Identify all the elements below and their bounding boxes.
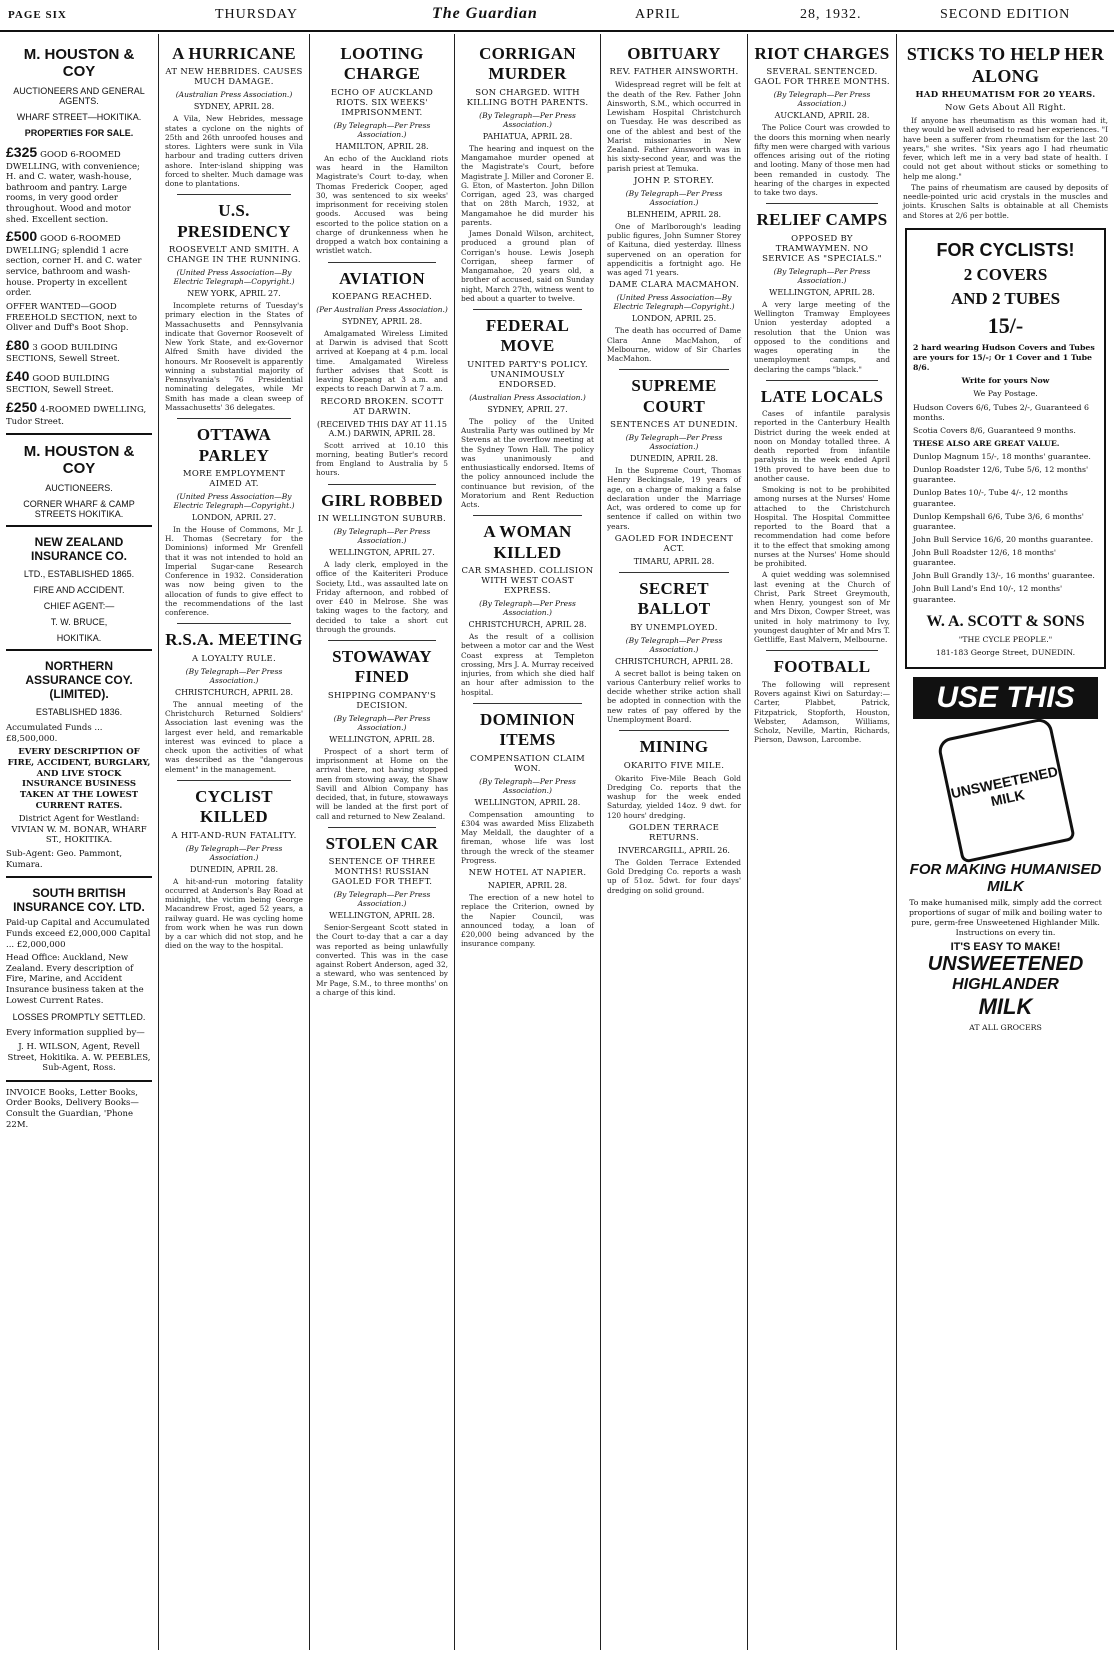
- divider: [6, 1080, 152, 1082]
- property-text: GOOD 6-ROOMED DWELLING, with convenience; H. and C. water, wash-house, bathroom and pantry. Large rooms, in very good order throughout. Wood and motor shed. Excellent section.: [6, 150, 140, 225]
- article-body: One of Marlborough's leading public figures, John Sumner Storey of Kaituna, died yesterday. Illness supervened on an operation for appendicitis a fortnight ago. He was aged 71 years.: [607, 221, 741, 278]
- article-body: An echo of the Auckland riots was heard in the Hamilton Magistrate's Court to-day, when Thomas Frederick Cooper, aged 30, was sentenced to six weeks' imprisonment for receiving stolen goods. Accused was being escorted to the police station on a charge of drunkenness when he dropped a watch box containing a wristlet watch.: [316, 153, 448, 256]
- article-body: As the result of a collision between a motor car and the West Coast express at Templeton crossing, Mrs J. A. Murray received injuries, from which she died half an hour after admission to the hospital.: [461, 632, 595, 697]
- milk-can-label: UNSWEETENED MILK: [948, 762, 1059, 810]
- article-body: A lady clerk, employed in the office of the Kaiteriteri Produce Society, Ltd., was assaulted late on Friday afternoon, and robbed of over £40 in Melrose. She was taking wages to the factory, and decided to take a short cut through the grounds.: [316, 560, 448, 634]
- masthead-day: THURSDAY: [215, 7, 298, 22]
- cyclists-ad-postage: We Pay Postage.: [973, 389, 1038, 399]
- subhead: SENTENCES AT DUNEDIN.: [610, 420, 738, 431]
- headline-looting-charge: LOOTING CHARGE: [340, 44, 424, 84]
- cyclists-ad-item: Dunlop Bates 10/-, Tube 4/-, 12 months guarantee.: [913, 488, 1068, 508]
- nzi-agent-label: CHIEF AGENT:—: [43, 601, 115, 612]
- article-body: Incomplete returns of Tuesday's primary election in the States of Massachusetts and Pennsylvania indicate that Governor Roosevelt of New York State, and ex-Governor Alfred Smith have divided the honours. Mr Roosevelt is apparently winning a substantial majority of Pennsylvania's 76 Presidential nominating delegates, while Mr Smith has made a clean sweep of Massachusetts' 36 delegates.: [165, 301, 303, 412]
- article-body: If anyone has rheumatism as this woman had it, they would be well advised to read her experiences. "I have been a sufferer from rheumatism for the last 20 years," she writes. "Six years ago I had rheumatic fever, which left me in a very bad state of health. I could not get about without sticks or something to help me along.": [903, 116, 1108, 181]
- northern-assurance-desc: EVERY DESCRIPTION OF FIRE, ACCIDENT, BURGLARY, AND LIVE STOCK INSURANCE BUSINESS TAKEN AT THE LOWEST CURRENT RATES.: [7, 747, 151, 811]
- press-credit: (Australian Press Association.): [469, 392, 586, 402]
- dateline: HAMILTON, APRIL 28.: [335, 141, 429, 151]
- press-credit: (By Telegraph—Per Press Association.): [479, 110, 576, 129]
- dateline: SYDNEY, APRIL 28.: [341, 316, 423, 326]
- dateline: AUCKLAND, APRIL 28.: [774, 111, 870, 121]
- cyclists-ad-item: Dunlop Magnum 15/-, 18 months' guarantee.: [913, 452, 1091, 462]
- dateline: NEW YORK, APRIL 27.: [187, 289, 281, 299]
- press-credit: (United Press Association—By Electric Telegraph—Copyright.): [173, 491, 295, 510]
- headline-obituary: OBITUARY: [627, 44, 721, 63]
- northern-assurance-subagent: Sub-Agent: Geo. Pammont, Kumara.: [6, 849, 123, 870]
- subhead: JOHN P. STOREY.: [633, 175, 715, 186]
- cyclists-ad-item: John Bull Roadster 12/6, 18 months' guarantee.: [913, 548, 1056, 568]
- divider: [177, 623, 291, 624]
- column-news-6: [747, 34, 896, 1650]
- press-credit: (By Telegraph—Per Press Association.): [625, 635, 723, 654]
- headline-us-presidency: U.S. PRESIDENCY: [177, 201, 291, 241]
- masthead-paper-title: The Guardian: [432, 5, 538, 22]
- dateline: BLENHEIM, APRIL 28.: [626, 209, 722, 219]
- page-number: PAGE SIX: [8, 9, 67, 21]
- property-text: 4-ROOMED DWELLING, Tudor Street.: [6, 405, 147, 427]
- cyclists-ad-item: John Bull Land's End 10/-, 12 months' guarantee.: [913, 584, 1063, 604]
- property-price: £250: [6, 399, 38, 415]
- subhead: IN WELLINGTON SUBURB.: [317, 514, 447, 525]
- article-body: Compensation amounting to £304 was awarded Miss Elizabeth May Meldall, the daughter of a fireman, whose life was lost through the wreck of the steamer Progress.: [461, 809, 594, 865]
- article-body: The Golden Terrace Extended Gold Dredging Co. reports a wash up of 51oz. 5dwt. for four days' dredging on solid ground.: [607, 857, 741, 895]
- cyclists-ad-item: Hudson Covers 6/6, Tubes 2/-, Guaranteed 6 months.: [913, 402, 1089, 422]
- subhead: DAME CLARA MACMAHON.: [608, 280, 740, 291]
- headline-rsa-meeting: R.S.A. MEETING: [165, 630, 303, 650]
- dateline: DUNEDIN, APRIL 28.: [189, 864, 279, 874]
- subhead: KOEPANG REACHED.: [331, 291, 433, 302]
- dateline: WELLINGTON, APRIL 28.: [329, 734, 435, 744]
- subhead: COMPENSATION CLAIM WON.: [470, 753, 585, 774]
- property-listing: [6, 228, 152, 299]
- cyclists-ad-item: John Bull Service 16/6, 20 months guarantee.: [913, 534, 1094, 544]
- press-credit: (Australian Press Association.): [175, 90, 293, 100]
- article-body: The erection of a new hotel to replace the Criterion, owned by the Napier Council, was announced today, a loan of £20,000 being advanced by the insurance company.: [461, 893, 594, 949]
- south-british-capital: Paid-up Capital and Accumulated Funds exceed £2,000,000 Capital ... £2,000,000: [6, 918, 151, 950]
- article-body: James Donald Wilson, architect, produced a ground plan of Corrigan's house. Lewis Joseph Corrigan, sheep farmer of Mangamahoe, 20 years old, a brother of accused, said on Sunday night, March 27th, witness went to bed about a quarter to twelve.: [461, 229, 594, 303]
- dateline: SYDNEY, APRIL 27.: [487, 404, 568, 414]
- masthead-edition: SECOND EDITION: [940, 7, 1071, 22]
- south-british-losses: LOSSES PROMPTLY SETTLED.: [12, 1012, 146, 1023]
- dateline: PAHIATUA, APRIL 28.: [482, 131, 573, 141]
- cyclists-ad-item: Scotia Covers 8/6, Guaranteed 9 months.: [913, 425, 1076, 435]
- article-body: Widespread regret will be felt at the death of the Rev. Father John Ainsworth, S.M., which occurred in Lewisham Hospital Christchurch on Tuesday. He was described as one of the ablest and best of the Marist missionaries in New Zealand. Father Ainsworth was in his sixty-second year, and was the parish priest at Temuka.: [607, 80, 741, 173]
- cyclists-ad-item: Dunlop Kempshall 6/6, Tube 3/6, 6 months' guarantee.: [913, 511, 1084, 531]
- article-body: A very large meeting of the Wellington Tramway Employees Union yesterday adopted a resolution that the Union was opposed to the conditions and wages operating in the unemployment camps, and declaring the camps "black.": [754, 299, 890, 374]
- houston-ad-address: WHARF STREET—HOKITIKA.: [16, 112, 142, 122]
- south-british-title: SOUTH BRITISH INSURANCE COY. LTD.: [13, 886, 145, 915]
- nzi-title: NEW ZEALAND INSURANCE CO.: [30, 535, 127, 564]
- headline-cyclist-killed: CYCLIST KILLED: [195, 786, 273, 827]
- divider: [619, 730, 729, 731]
- subhead: AT NEW HEBRIDES. CAUSES MUCH DAMAGE.: [165, 67, 303, 88]
- column-news-5: [600, 34, 747, 1650]
- dateline: CHRISTCHURCH, APRIL 28.: [614, 656, 734, 666]
- cyclists-ad-line: 2 COVERS: [963, 264, 1048, 284]
- property-price: £80: [6, 336, 30, 353]
- article-body: Amalgamated Wireless Limited at Darwin is advised that Scott arrived at Koepang at 4 p.m. local time. Amalgamated Wireless further advises that Scott is leaving Koepang at 3 a.m. and expects to reach Darwin at 7 a.m.: [316, 328, 448, 394]
- headline-supreme-court: SUPREME COURT: [631, 376, 717, 416]
- headline-late-locals: LATE LOCALS: [760, 386, 884, 406]
- divider: [6, 525, 152, 527]
- column-news-3: [309, 34, 454, 1650]
- article-body: The following will represent Rovers against Kiwi on Saturday:—Carter, Plabbet, Patrick, Fitzpatrick, Stopforth, Houston, Webster, Adamson, Williams, Scholz, Neville, Martin, Richards, Pierson, Dawson, Larcombe.: [754, 679, 890, 745]
- property-text: GOOD BUILDING SECTION, Sewell Street.: [6, 373, 114, 396]
- properties-heading: PROPERTIES FOR SALE.: [24, 128, 134, 138]
- property-listing: [6, 337, 152, 365]
- subhead: A HIT-AND-RUN FATALITY.: [171, 830, 297, 841]
- houston-ad-sub: AUCTIONEERS AND GENERAL AGENTS.: [13, 86, 145, 106]
- subhead: HAD RHEUMATISM FOR 20 YEARS.: [915, 90, 1096, 101]
- headline-dominion-items: DOMINION ITEMS: [480, 709, 575, 750]
- headline-stowaway-fined: STOWAWAY FINED: [332, 647, 432, 687]
- column-news-4: [454, 34, 600, 1650]
- article-body: Scott arrived at 10.10 this morning, beating Butler's record from England to Australia by 5 hours.: [316, 440, 448, 478]
- press-credit: (By Telegraph—Per Press Association.): [773, 90, 871, 109]
- subhead: MORE EMPLOYMENT AIMED AT.: [182, 468, 286, 489]
- dateline: WELLINGTON, APRIL 28.: [769, 287, 875, 297]
- subhead: REV. FATHER AINSWORTH.: [609, 67, 739, 78]
- dateline: NAPIER, APRIL 28.: [487, 881, 568, 891]
- nzi-fire: FIRE AND ACCIDENT.: [33, 585, 125, 596]
- article-body: Okarito Five-Mile Beach Gold Dredging Co. reports that the washup for the week ended Saturday, yielded 14oz. 9 dwt. for 120 hours' dredging.: [607, 773, 741, 820]
- nzi-agent-name: T. W. BRUCE,: [50, 617, 108, 628]
- milk-ad-for-making: FOR MAKING HUMANISED MILK: [909, 860, 1102, 895]
- headline-relief-camps: RELIEF CAMPS: [756, 210, 888, 230]
- press-credit: (By Telegraph—Per Press Association.): [625, 433, 723, 452]
- article-body: Prospect of a short term of imprisonment at Home on the arrival there, not having stopped men from stowing away, the Shaw Savill and Albion Company has decided, that, in future, stowaways will be landed at the first port of call and returned to New Zealand.: [316, 746, 448, 821]
- property-text: OFFER WANTED—GOOD FREEHOLD SECTION, next to Oliver and Duff's Boot Shop.: [6, 301, 138, 334]
- masthead: [0, 0, 1114, 32]
- divider: [328, 262, 436, 263]
- article-body: The policy of the United Australia Party was outlined by Mr Stevens at the overflow meeting at the Sydney Town Hall. The policy was unanimously and enthusiastically endorsed. Items of the policy announced include the continuance but revision, of the Moratorium and Rent Reduction Acts.: [461, 416, 594, 510]
- article-body: The Police Court was crowded to the doors this morning when nearly fifty men were charged with various offences arising out of the rioting and looting. Many of those men had been remanded in custody. The hearing of the charges in expected to take two days.: [754, 123, 890, 198]
- masthead-date: 28, 1932.: [800, 7, 862, 22]
- headline-riot-charges: RIOT CHARGES: [754, 44, 890, 63]
- milk-ad-grocers: AT ALL GROCERS: [969, 1023, 1042, 1033]
- divider: [6, 433, 152, 435]
- article-body: A quiet wedding was solemnised last evening at the Church of Christ, Park Street Greymouth, when Henry, youngest son of Mr and Mrs Dixon, Cowper Street, was united in holy matrimony to Ivy, youngest daughter of Mr and Mrs T. Gettliffe, East Malvern, Melbourne.: [754, 570, 890, 645]
- cyclists-ad-write: Write for yours Now: [961, 376, 1050, 386]
- divider: [6, 876, 152, 878]
- divider: [328, 827, 436, 828]
- article-body: Smoking is not to be prohibited among nurses at the Nurses' Home attached to the Christchurch Hospital. The Hospital Committee reported to the Board that a recommendation had come before it to the effect that smoking among nurses at the Nurses' Home should be prohibited.: [754, 485, 890, 569]
- divider: [328, 484, 436, 485]
- article-body: The pains of rheumatism are caused by deposits of needle-pointed uric acid crystals in the muscles and joints. Kruschen Salts is obtainable at all Chemists and Stores at 2/6 per bottle.: [903, 182, 1108, 220]
- headline-federal-move: FEDERAL MOVE: [485, 316, 570, 356]
- dateline: WELLINGTON, APRIL 27.: [329, 548, 435, 558]
- press-credit: (By Telegraph—Per Press Association.): [333, 713, 431, 732]
- south-british-office: Head Office: Auckland, New Zealand. Every description of Fire, Marine, and Accident Insurance business taken at the Lowest Current Rates.: [6, 953, 144, 1006]
- milk-ad-brand: HIGHLANDER: [952, 976, 1059, 994]
- press-credit: (United Press Association—By Electric Telegraph—Copyright.): [613, 293, 735, 312]
- headline-stolen-car: STOLEN CAR: [325, 833, 439, 853]
- subhead: OPPOSED BY TRAMWAYMEN. NO SERVICE AS "SPECIALS.": [762, 233, 882, 264]
- column-ads-right: [896, 34, 1114, 1650]
- milk-can-icon: [936, 716, 1076, 863]
- property-text: GOOD 6-ROOMED DWELLING; splendid 1 acre section, corner H. and C. water service, bathroom and wash-house. Property in excellent order.: [6, 234, 142, 299]
- milk-ad-easy: IT'S EASY TO MAKE!: [950, 941, 1061, 954]
- milk-ad-use-this: USE THIS: [913, 677, 1098, 719]
- article-body: A Vila, New Hebrides, message states a cyclone on the nights of 25th and 26th unroofed houses and stores. Lighters were sunk in Vila harbour and trading cutters driven ashore. Inter-island shipping was forced to shelter. Much damage was done to plantations.: [165, 114, 303, 189]
- dateline: WELLINGTON, APRIL 28.: [329, 911, 435, 921]
- press-credit: (By Telegraph—Per Press Association.): [185, 843, 283, 862]
- property-price: £40: [6, 367, 30, 384]
- article-body: In the House of Commons, Mr J. H. Thomas (Secretary for the Dominions) informed Mr Grenfell that it was not intended to hold an Imperial Sugar-cane Research Conference in 1932. Consideration was now being given to the allocation of funds to give effect to the recommendations of the last conference.: [165, 524, 303, 618]
- south-british-agents: J. H. WILSON, Agent, Revell Street, Hokitika. A. W. PEEBLES, Sub-Agent, Ross.: [7, 1041, 151, 1074]
- article-body: In the Supreme Court, Thomas Henry Beckingsale, 19 years of age, on a charge of making a false declaration under the Marriage Act, was ordered to come up for sentence if called on within two years.: [607, 466, 741, 531]
- article-body: The annual meeting of the Christchurch Returned Soldiers' Association last evening was the largest ever held, and remarkable interest was evinced to place a check upon the activities of what was described as the "dangerous element" in the management.: [165, 699, 303, 774]
- property-listing: [6, 302, 152, 334]
- subhead: OKARITO FIVE MILE.: [623, 760, 725, 771]
- press-credit: (By Telegraph—Per Press Association.): [773, 266, 871, 285]
- press-credit: (By Telegraph—Per Press Association.): [625, 188, 723, 207]
- cyclists-ad-item: John Bull Grandly 13/-, 16 months' guarantee.: [913, 571, 1095, 581]
- dateline: LONDON, APRIL 27.: [191, 512, 277, 522]
- press-credit: (By Telegraph—Per Press Association.): [333, 120, 431, 139]
- subhead: SON CHARGED. WITH KILLING BOTH PARENTS.: [466, 87, 589, 108]
- cyclists-ad-line: AND 2 TUBES: [950, 288, 1061, 308]
- headline-hurricane: A HURRICANE: [172, 44, 296, 63]
- property-price: £325: [6, 144, 38, 160]
- headline-aviation: AVIATION: [339, 268, 425, 288]
- cyclists-ad-title: FOR CYCLISTS!: [936, 239, 1075, 260]
- press-credit: (By Telegraph—Per Press Association.): [333, 890, 431, 909]
- column-news-2: [158, 34, 309, 1650]
- northern-assurance-title: NORTHERN ASSURANCE COY. (LIMITED).: [25, 659, 133, 702]
- subhead: Now Gets About All Right.: [944, 103, 1067, 114]
- subhead: ROOSEVELT AND SMITH. A CHANGE IN THE RUNNING.: [167, 245, 301, 266]
- cyclists-ad-item: Dunlop Roadster 12/6, Tube 5/6, 12 months' guarantee.: [913, 465, 1089, 485]
- subhead: SEVERAL SENTENCED. GAOL FOR THREE MONTHS.: [754, 67, 890, 88]
- cyclists-ad: [905, 228, 1106, 669]
- milk-ad: [903, 677, 1108, 1034]
- subhead: NEW HOTEL AT NAPIER.: [468, 868, 587, 879]
- subhead: GOLDEN TERRACE RETURNS.: [628, 822, 720, 843]
- dateline: CHRISTCHURCH, APRIL 28.: [468, 620, 587, 630]
- divider: [473, 703, 582, 704]
- dateline: (RECEIVED THIS DAY AT 11.15 A.M.) DARWIN, APRIL 28.: [317, 419, 447, 438]
- dateline: DUNEDIN, APRIL 28.: [629, 454, 719, 464]
- divider: [619, 369, 729, 370]
- dateline: INVERCARGILL, APRIL 26.: [618, 845, 730, 855]
- divider: [177, 780, 291, 781]
- milk-ad-desc: To make humanised milk, simply add the correct proportions of sugar of milk and boiling water to pure, germ-free Unsweetened Highlander Milk. Instructions on every tin.: [908, 897, 1103, 938]
- headline-secret-ballot: SECRET BALLOT: [637, 578, 711, 619]
- article-body: Cases of infantile paralysis reported in the Canterbury Health District during the week ended at noon on Monday totalled three. A death reported from infantile paralysis in the week ended April 19th proved to have been due to another cause.: [754, 409, 890, 483]
- dateline: WELLINGTON, APRIL 28.: [474, 797, 581, 807]
- article-body: The hearing and inquest on the Mangamahoe murder opened at the Magistrate's Court, before Magistrate J. Miller and Coroner E. G. Eton, of Masterton. John Dillon Corrigan, aged 23, was charged that on 28th March, 1932, at Mangamahoe he did murder his parents.: [461, 143, 594, 227]
- property-text: 3 GOOD BUILDING SECTIONS, Sewell Street.: [6, 342, 120, 365]
- press-credit: (By Telegraph—Per Press Association.): [333, 527, 431, 546]
- press-credit: (Per Australian Press Association.): [316, 304, 448, 314]
- milk-ad-brand: MILK: [978, 994, 1033, 1020]
- divider: [177, 418, 291, 419]
- houston2-ad-title: M. HOUSTON & COY: [23, 443, 135, 478]
- headline-girl-robbed: GIRL ROBBED: [321, 490, 443, 510]
- subhead: SENTENCE OF THREE MONTHS! RUSSIAN GAOLED FOR THEFT.: [328, 857, 436, 888]
- houston2-ad-address: CORNER WHARF & CAMP STREETS HOKITIKA.: [23, 499, 135, 520]
- property-listing: [6, 368, 152, 396]
- masthead-month: APRIL: [635, 7, 681, 22]
- article-body: A hit-and-run motoring fatality occurred at Anderson's Bay Road at midnight, the victim being George Macandrew Frost, aged 52 years, a railway guard. He was cycling home from work when he was run down by a car which did not stop, and he died on the way to the hospital.: [165, 876, 303, 951]
- divider: [766, 650, 878, 651]
- subhead: ECHO OF AUCKLAND RIOTS. SIX WEEKS' IMPRISONMENT.: [330, 87, 434, 118]
- northern-assurance-agent: District Agent for Westland: VIVIAN W. M. BONAR, WHARF ST., HOKITIKA.: [11, 814, 147, 846]
- press-credit: (By Telegraph—Per Press Association.): [479, 599, 576, 618]
- subhead: UNITED PARTY'S POLICY. UNANIMOUSLY ENDORSED.: [467, 359, 588, 390]
- divider: [766, 380, 878, 381]
- dateline: LONDON, APRIL 25.: [631, 314, 717, 324]
- property-listing: [6, 144, 152, 225]
- divider: [473, 515, 582, 516]
- subhead: CAR SMASHED. COLLISION WITH WEST COAST EXPRESS.: [461, 566, 594, 597]
- article-body: Senior-Sergeant Scott stated in the Court to-day that a car a day was reported as being unlawfully converted. This was in the case against Robert Anderson, aged 32, a steward, who was sentenced by Mr Page, S.M., to three months' on a charge of this kind.: [316, 923, 448, 997]
- subhead: A LOYALTY RULE.: [191, 653, 277, 664]
- headline-woman-killed: A WOMAN KILLED: [483, 522, 572, 562]
- headline-mining: MINING: [639, 737, 709, 757]
- property-listing: [6, 399, 152, 427]
- headline-corrigan-murder: CORRIGAN MURDER: [479, 44, 576, 84]
- subhead: SHIPPING COMPANY'S DECISION.: [327, 690, 437, 711]
- article-body: The death has occurred of Dame Clara Anne MacMahon, of Melbourne, widow of Sir Charles MacMahon.: [607, 326, 741, 364]
- dateline: CHRISTCHURCH, APRIL 28.: [174, 687, 294, 697]
- scott-sons-name: W. A. SCOTT & SONS: [926, 612, 1085, 630]
- cyclists-ad-price: 15/-: [987, 312, 1024, 338]
- divider: [177, 194, 291, 195]
- headline-sticks-to-help: STICKS TO HELP HER ALONG: [906, 44, 1105, 86]
- northern-assurance-funds: Accumulated Funds ... £8,500,000.: [6, 723, 103, 744]
- press-credit: (By Telegraph—Per Press Association.): [185, 666, 283, 685]
- scott-sons-tagline: "THE CYCLE PEOPLE.": [958, 634, 1053, 644]
- divider: [619, 572, 729, 573]
- subhead: GAOLED FOR INDECENT ACT.: [614, 533, 734, 554]
- houston-ad-title: M. HOUSTON & COY: [23, 46, 135, 80]
- divider: [328, 640, 436, 641]
- divider: [473, 309, 582, 310]
- subhead: RECORD BROKEN. SCOTT AT DARWIN.: [320, 396, 444, 417]
- column-ads-left: [0, 34, 158, 1650]
- press-credit: (United Press Association—By Electric Telegraph—Copyright.): [173, 268, 295, 287]
- south-british-info: Every information supplied by—: [6, 1028, 145, 1039]
- nzi-sub: LTD., ESTABLISHED 1865.: [23, 569, 135, 580]
- nzi-agent-town: HOKITIKA.: [56, 633, 102, 644]
- dateline: SYDNEY, APRIL 28.: [193, 102, 275, 112]
- houston2-ad-sub: AUCTIONEERS.: [45, 483, 113, 494]
- milk-ad-brand: UNSWEETENED: [927, 953, 1084, 976]
- property-price: £500: [6, 228, 38, 245]
- cyclists-ad-desc: 2 hard wearing Hudson Covers and Tubes are yours for 15/-; Or 1 Cover and 1 Tube 8/6.: [913, 342, 1095, 373]
- press-credit: (By Telegraph—Per Press Association.): [479, 776, 576, 795]
- dateline: TIMARU, APRIL 28.: [633, 556, 715, 566]
- divider: [6, 649, 152, 651]
- divider: [766, 203, 878, 204]
- article-body: A secret ballot is being taken on various Canterbury relief works to decide whether strike action shall be adopted in connection with the new rates of pay offered by the Unemployment Board.: [607, 668, 741, 724]
- invoice-books-ad: INVOICE Books, Letter Books, Order Books, Delivery Books—Consult the Guardian, 'Phone 22M.: [6, 1087, 139, 1130]
- headline-football: FOOTBALL: [773, 657, 871, 677]
- headline-ottawa-parley: OTTAWA PARLEY: [196, 425, 272, 465]
- northern-assurance-est: ESTABLISHED 1836.: [35, 707, 123, 718]
- subhead: BY UNEMPLOYED.: [630, 622, 718, 633]
- scott-sons-address: 181-183 George Street, DUNEDIN.: [935, 647, 1076, 657]
- cyclists-ad-also: THESE ALSO ARE GREAT VALUE.: [913, 438, 1060, 448]
